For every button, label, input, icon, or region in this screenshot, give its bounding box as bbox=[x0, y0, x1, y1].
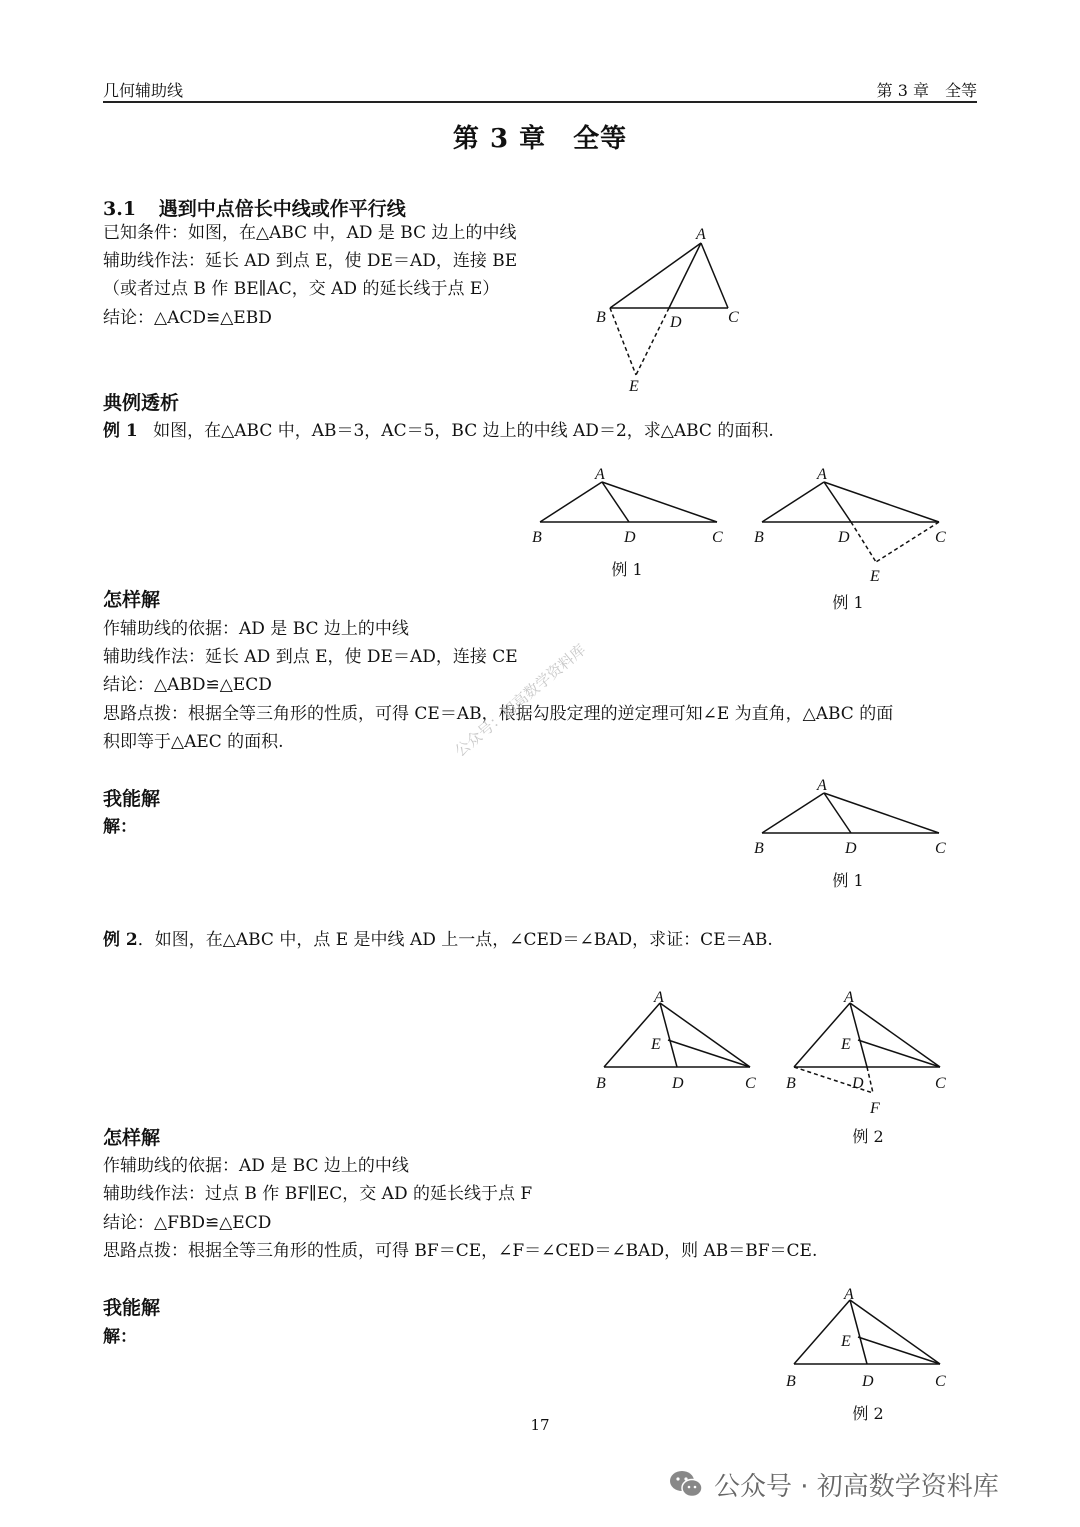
label-d: D bbox=[845, 840, 857, 857]
ex1-hint-cont: 积即等于△AEC 的面积. bbox=[103, 732, 284, 752]
label-b: B bbox=[596, 309, 606, 326]
how-heading: 怎样解 bbox=[103, 589, 161, 611]
solution-label: 解： bbox=[103, 817, 137, 837]
figure-caption: 例 1 bbox=[832, 871, 864, 890]
label-c: C bbox=[935, 840, 946, 857]
label-a: A bbox=[817, 466, 827, 483]
label-a: A bbox=[696, 226, 706, 243]
ican-heading: 我能解 bbox=[103, 788, 161, 810]
label-a: A bbox=[844, 989, 854, 1006]
label-b: B bbox=[532, 529, 542, 546]
label-d: D bbox=[852, 1075, 864, 1092]
figure-ex2-a bbox=[592, 985, 767, 1095]
figure-caption: 例 1 bbox=[611, 560, 643, 579]
label-e: E bbox=[629, 378, 639, 395]
label-a: A bbox=[817, 777, 827, 794]
example1-text: 如图，在△ABC 中，AB＝3，AC＝5，BC 边上的中线 AD＝2，求△ABC 的面积. bbox=[153, 421, 774, 441]
figure-ex2-c bbox=[782, 1282, 957, 1394]
example2-label: 例 2 bbox=[103, 930, 138, 950]
figure-top bbox=[580, 215, 760, 400]
label-e: E bbox=[870, 568, 880, 585]
figure-caption: 例 2 bbox=[852, 1404, 884, 1423]
label-a: A bbox=[595, 466, 605, 483]
label-b: B bbox=[786, 1373, 796, 1390]
ex1-conclusion: 结论：△ABD≌△ECD bbox=[103, 675, 272, 695]
ican-heading: 我能解 bbox=[103, 1297, 161, 1319]
solution-label: 解： bbox=[103, 1327, 137, 1347]
ex2-hint: 思路点拨：根据全等三角形的性质，可得 BF＝CE，∠F＝∠CED＝∠BAD，则 AB＝BF＝CE. bbox=[103, 1241, 818, 1261]
how-heading: 怎样解 bbox=[103, 1127, 161, 1149]
figure-caption: 例 2 bbox=[852, 1127, 884, 1146]
known-method: 辅助线作法：延长 AD 到点 E，使 DE＝AD，连接 BE bbox=[103, 251, 518, 271]
example1-statement bbox=[103, 417, 774, 445]
ex2-method: 辅助线作法：过点 B 作 BF∥EC，交 AD 的延长线于点 F bbox=[103, 1184, 533, 1204]
label-e: E bbox=[651, 1036, 661, 1053]
header-left: 几何辅助线 bbox=[103, 81, 184, 100]
label-b: B bbox=[596, 1075, 606, 1092]
header-right: 第 3 章 全等 bbox=[876, 81, 977, 100]
label-c: C bbox=[935, 1075, 946, 1092]
label-e: E bbox=[841, 1036, 851, 1053]
watermark: 公众号：初高数学资料库 bbox=[451, 640, 590, 761]
label-a: A bbox=[654, 989, 664, 1006]
figure-ex1-c bbox=[752, 773, 952, 863]
header-rule bbox=[103, 101, 977, 103]
label-c: C bbox=[935, 1373, 946, 1390]
footer-text: 公众号 · 初高数学资料库 bbox=[714, 1471, 999, 1502]
label-d: D bbox=[862, 1373, 874, 1390]
label-c: C bbox=[745, 1075, 756, 1092]
label-f: F bbox=[870, 1100, 880, 1117]
ex1-basis: 作辅助线的依据：AD 是 BC 边上的中线 bbox=[103, 619, 409, 639]
ex1-hint: 思路点拨：根据全等三角形的性质，可得 CE＝AB，根据勾股定理的逆定理可知∠E 为直角，△ABC 的面 bbox=[103, 704, 894, 724]
ex1-method: 辅助线作法：延长 AD 到点 E，使 DE＝AD，连接 CE bbox=[103, 647, 518, 667]
section-number: 3.1 bbox=[103, 198, 137, 220]
label-c: C bbox=[712, 529, 723, 546]
page-number: 17 bbox=[530, 1416, 550, 1434]
label-c: C bbox=[728, 309, 739, 326]
figure-ex2-b bbox=[782, 985, 957, 1120]
known-alt-method: （或者过点 B 作 BE∥AC，交 AD 的延长线于点 E） bbox=[103, 279, 500, 299]
wechat-icon bbox=[668, 1469, 704, 1499]
example2-text: ．如图，在△ABC 中，点 E 是中线 AD 上一点，∠CED＝∠BAD，求证：CE＝AB. bbox=[137, 930, 773, 950]
known-condition: 已知条件：如图，在△ABC 中，AD 是 BC 边上的中线 bbox=[103, 223, 517, 243]
figure-ex1-b bbox=[752, 462, 952, 587]
label-d: D bbox=[670, 314, 682, 331]
footer-brand bbox=[668, 1466, 999, 1502]
figure-caption: 例 1 bbox=[832, 593, 864, 612]
label-b: B bbox=[754, 840, 764, 857]
section-heading bbox=[103, 194, 406, 221]
label-d: D bbox=[672, 1075, 684, 1092]
label-d: D bbox=[838, 529, 850, 546]
example2-statement bbox=[103, 926, 773, 954]
ex2-conclusion: 结论：△FBD≌△ECD bbox=[103, 1213, 272, 1233]
known-conclusion: 结论：△ACD≌△EBD bbox=[103, 308, 272, 328]
chapter-title: 第 3 章 全等 bbox=[452, 124, 628, 154]
ex2-basis: 作辅助线的依据：AD 是 BC 边上的中线 bbox=[103, 1156, 409, 1176]
label-b: B bbox=[786, 1075, 796, 1092]
label-d: D bbox=[624, 529, 636, 546]
label-b: B bbox=[754, 529, 764, 546]
label-c: C bbox=[935, 529, 946, 546]
figure-ex1-a bbox=[530, 462, 730, 552]
section-title: 遇到中点倍长中线或作平行线 bbox=[158, 198, 406, 220]
example1-label: 例 1 bbox=[103, 421, 138, 441]
label-a: A bbox=[844, 1286, 854, 1303]
label-e: E bbox=[841, 1333, 851, 1350]
typical-heading: 典例透析 bbox=[103, 392, 180, 414]
